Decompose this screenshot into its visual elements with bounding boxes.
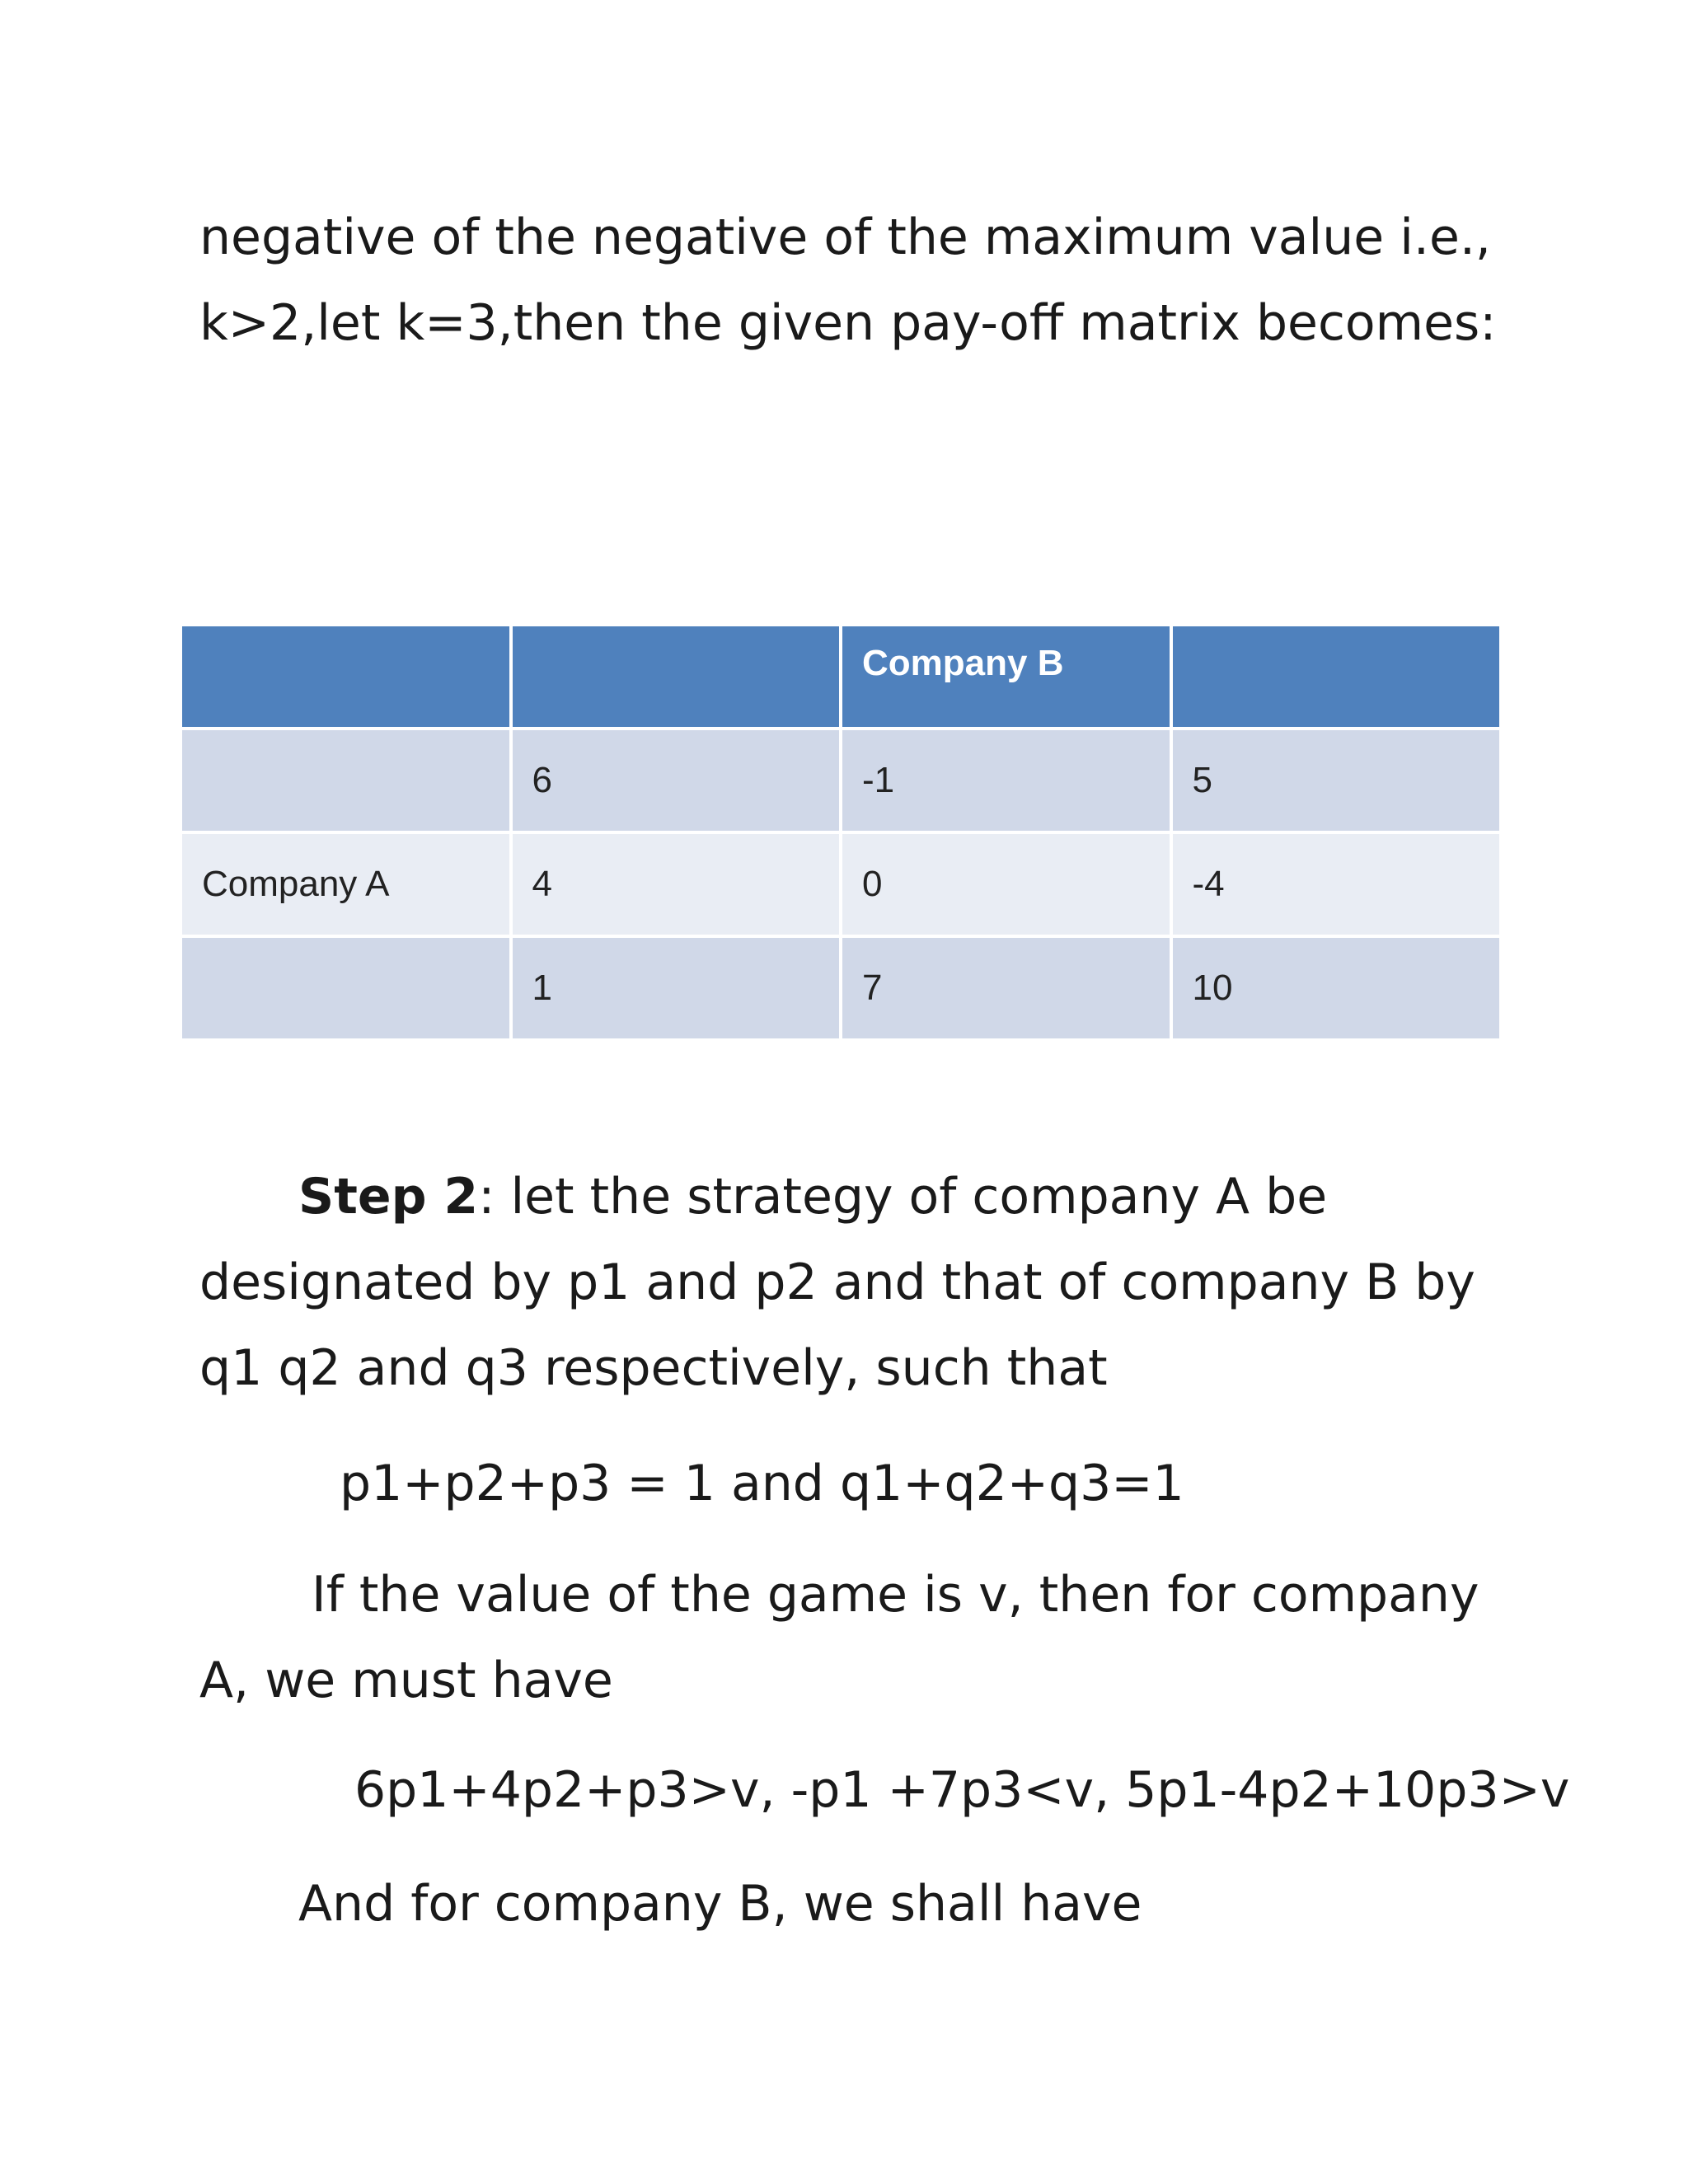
table-header-cell: [511, 625, 842, 729]
table-cell: 7: [841, 936, 1171, 1040]
company-b-intro: And for company B, we shall have: [298, 1875, 1142, 1933]
table-cell: 1: [511, 936, 842, 1040]
game-value-line-2: A, we must have: [199, 1652, 613, 1709]
table-cell: 6: [511, 729, 842, 832]
payoff-matrix-table: [179, 623, 1503, 1042]
game-value-paragraph: [199, 1552, 1479, 1723]
step-2-line-1: [199, 1154, 1475, 1240]
table-cell: 10: [1171, 936, 1502, 1040]
table-cell: -1: [841, 729, 1171, 832]
table-header-cell: [181, 625, 511, 729]
game-value-line-1-text: If the value of the game is v, then for company: [312, 1566, 1479, 1624]
table-cell: [181, 729, 511, 832]
table-cell: 0: [841, 832, 1171, 936]
step-2-line-2: designated by p1 and p2 and that of company B by: [199, 1254, 1475, 1311]
table-header-company-b: Company B: [841, 625, 1171, 729]
company-a-inequalities: 6p1+4p2+p3>v, -p1 +7p3<v, 5p1-4p2+10p3>v: [354, 1761, 1570, 1819]
table-cell: [181, 936, 511, 1040]
step-2-label: Step 2: [298, 1168, 479, 1226]
table-cell: 5: [1171, 729, 1502, 832]
step-2-line-1-text: : let the strategy of company A be: [478, 1168, 1328, 1226]
probability-equation: p1+p2+p3 = 1 and q1+q2+q3=1: [340, 1455, 1184, 1512]
intro-line-1: negative of the negative of the maximum value i.e.,: [199, 209, 1492, 266]
table-row: [181, 832, 1501, 936]
table-row: [181, 729, 1501, 832]
step-2-paragraph: [199, 1154, 1475, 1411]
table-cell: 4: [511, 832, 842, 936]
table-cell: -4: [1171, 832, 1502, 936]
table-row-label-company-a: Company A: [181, 832, 511, 936]
game-value-line-1: [199, 1552, 1479, 1638]
step-2-line-3: q1 q2 and q3 respectively, such that: [199, 1339, 1108, 1397]
intro-line-2: k>2,let k=3,then the given pay-off matrix becomes:: [199, 294, 1497, 352]
table-header-row: [181, 625, 1501, 729]
table-row: [181, 936, 1501, 1040]
table-header-cell: [1171, 625, 1502, 729]
intro-paragraph: [199, 194, 1496, 366]
